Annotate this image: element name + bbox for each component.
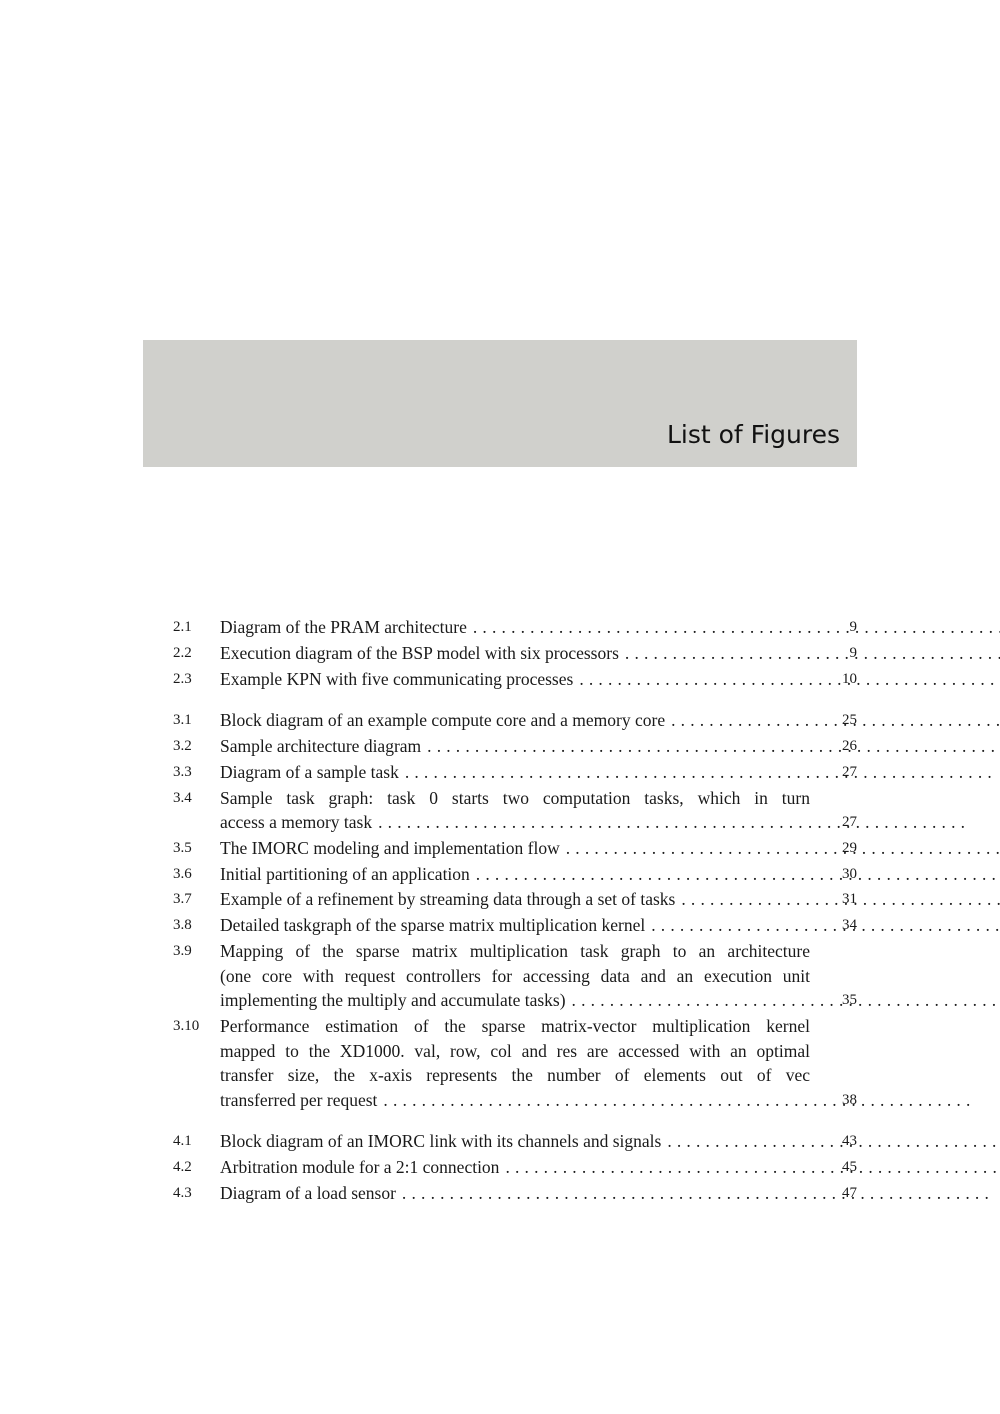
figure-entry[interactable] — [173, 708, 857, 733]
figure-number: 2.1 — [173, 619, 192, 635]
figure-caption-line: (one core with request controllers for accessing data and an execution unit — [220, 965, 810, 986]
figure-caption-line: Diagram of the PRAM architecture — [220, 617, 467, 637]
page-number: 43 — [842, 1133, 857, 1150]
figure-entry[interactable] — [173, 862, 857, 887]
figure-caption-line: Block diagram of an IMORC link with its channels and signals — [220, 1131, 662, 1152]
figure-caption-line: Arbitration module for a 2:1 connection — [220, 1157, 500, 1178]
dot-leader — [625, 643, 1000, 663]
page-number: 47 — [842, 1184, 857, 1201]
figure-entry[interactable] — [173, 615, 857, 640]
page-number: 27 — [842, 814, 857, 831]
dot-leader — [402, 1183, 989, 1203]
page-number: 29 — [842, 839, 857, 856]
figure-number: 4.3 — [173, 1184, 192, 1201]
dot-leader — [476, 864, 1000, 884]
page-number: 31 — [842, 891, 857, 908]
figure-number: 3.9 — [173, 943, 192, 959]
figure-caption-line: Mapping of the sparse matrix multiplication task graph to an architecture — [220, 941, 810, 961]
figure-entry[interactable] — [173, 786, 857, 835]
list-of-figures — [173, 615, 857, 1223]
figure-entry[interactable] — [173, 760, 857, 785]
figure-caption-line: Example of a refinement by streaming data through a set of tasks — [220, 889, 676, 910]
figure-entry[interactable] — [173, 734, 857, 759]
figure-caption-line: access a memory task — [220, 812, 373, 833]
figure-number: 3.6 — [173, 865, 192, 882]
figure-caption-line: Diagram of a sample task — [220, 761, 399, 782]
figure-caption-line: transfer size, the x-axis represents the number of elements out of vec — [220, 1065, 810, 1086]
figure-caption-line: Performance estimation of the sparse matrix-vector multiplication kernel — [220, 1015, 810, 1036]
figure-number: 4.2 — [173, 1159, 192, 1176]
figure-caption-line: Sample task graph: task 0 starts two computation tasks, which in turn — [220, 787, 810, 808]
dot-leader — [427, 736, 1000, 756]
figure-number: 3.10 — [173, 1017, 200, 1034]
page-number: 30 — [842, 865, 857, 882]
figure-number: 3.4 — [173, 789, 192, 806]
figure-entry[interactable] — [173, 1155, 857, 1180]
dot-leader — [681, 889, 1000, 909]
figure-caption-line: transferred per request — [220, 1089, 378, 1110]
figure-entry[interactable] — [173, 641, 857, 666]
figure-entry[interactable] — [173, 1181, 857, 1206]
chapter-title-band — [143, 340, 857, 467]
figure-number: 3.8 — [173, 917, 192, 934]
page-number: 26 — [842, 737, 857, 754]
figure-caption-line: Diagram of a load sensor — [220, 1182, 396, 1203]
page-number: 9 — [849, 619, 857, 635]
dot-leader — [651, 915, 1000, 935]
figure-entry[interactable] — [173, 1129, 857, 1154]
page-number: 25 — [842, 712, 857, 729]
figure-entry[interactable] — [173, 887, 857, 912]
figure-number: 3.2 — [173, 737, 192, 754]
figure-entry[interactable] — [173, 1014, 857, 1112]
dot-leader — [579, 669, 1000, 689]
figure-group — [173, 615, 857, 691]
figure-number: 3.3 — [173, 763, 192, 780]
page-number: 34 — [842, 917, 857, 934]
dot-leader — [405, 762, 992, 782]
figure-number: 2.3 — [173, 670, 192, 687]
page-number: 35 — [842, 992, 857, 1009]
page-number: 38 — [842, 1091, 857, 1108]
figure-caption-line: Detailed taskgraph of the sparse matrix multiplication kernel — [220, 915, 646, 936]
figure-number: 3.5 — [173, 839, 192, 856]
figure-caption-line: mapped to the XD1000. val, row, col and res are accessed with an optimal — [220, 1040, 810, 1061]
figure-number: 2.2 — [173, 644, 192, 661]
dot-leader — [473, 617, 1000, 637]
page-number: 27 — [842, 763, 857, 780]
figure-number: 4.1 — [173, 1133, 192, 1150]
figure-number: 3.1 — [173, 712, 192, 729]
figure-caption-line: implementing the multiply and accumulate tasks) — [220, 990, 566, 1011]
figure-number: 3.7 — [173, 891, 192, 908]
figure-caption-line: Block diagram of an example compute core and a memory core — [220, 710, 666, 731]
dot-leader — [572, 990, 1000, 1010]
figure-caption-line: Sample architecture diagram — [220, 735, 422, 756]
figure-caption-line: The IMORC modeling and implementation flow — [220, 837, 560, 858]
dot-leader — [671, 710, 1000, 730]
figure-entry[interactable] — [173, 939, 857, 1013]
figure-caption-line: Initial partitioning of an application — [220, 863, 470, 884]
figure-caption-line: Example KPN with five communicating processes — [220, 668, 574, 689]
dot-leader — [667, 1131, 1000, 1151]
figure-group — [173, 708, 857, 1112]
figure-group — [173, 1129, 857, 1205]
figure-caption-line: Execution diagram of the BSP model with six processors — [220, 642, 619, 663]
figure-entry[interactable] — [173, 667, 857, 692]
page-number: 9 — [849, 644, 857, 661]
figure-entry[interactable] — [173, 836, 857, 861]
figure-entry[interactable] — [173, 913, 857, 938]
dot-leader — [383, 1090, 970, 1110]
dot-leader — [566, 838, 1000, 858]
dot-leader — [505, 1157, 1000, 1177]
page-number: 45 — [842, 1159, 857, 1176]
page-number: 10 — [842, 670, 857, 687]
page-title: List of Figures — [666, 420, 840, 449]
dot-leader — [378, 812, 965, 832]
